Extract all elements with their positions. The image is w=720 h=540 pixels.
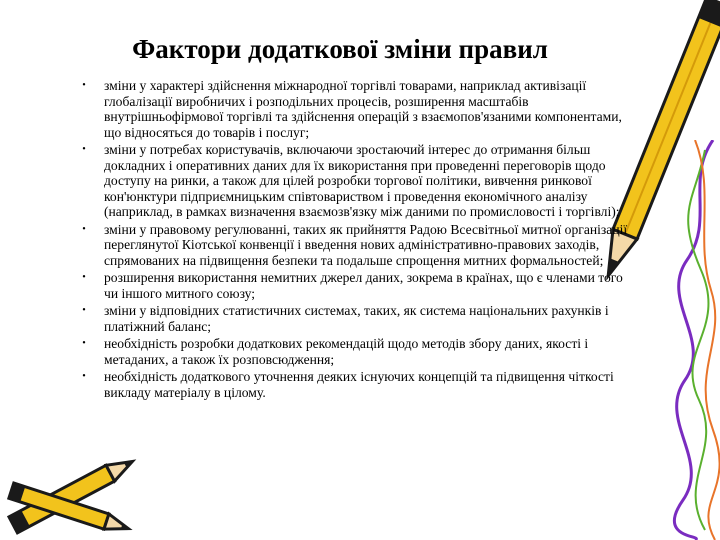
bullet-dot-icon: • xyxy=(82,272,86,283)
slide-title: Фактори додаткової зміни правил xyxy=(132,34,548,64)
bullet-dot-icon: • xyxy=(82,305,86,316)
list-item xyxy=(78,336,638,367)
bullet-dot-icon: • xyxy=(82,338,86,349)
factor-list xyxy=(78,78,638,402)
bullet-dot-icon: • xyxy=(82,223,86,235)
list-item xyxy=(78,270,638,301)
list-item-text: зміни у характері здійснення міжнародної торгівлі товарами, наприклад активізації глобалізації виробничих і розподільних процесів, розширення масштабів внутрішньофірмової торгівлі та здійснення операцій з взаємопов'язаними компонентами, що відносяться до товарів і послуг; xyxy=(104,78,622,140)
crossed-pencils-icon xyxy=(0,445,150,540)
list-item-text: необхідність розробки додаткових рекомендацій щодо методів збору даних, якості і метаданих, а також їх розповсюдження; xyxy=(104,336,589,367)
list-item xyxy=(78,142,638,220)
list-item xyxy=(78,369,638,400)
list-item-text: зміни у відповідних статистичних системах, таких, як система національних рахунків і платіжний баланс; xyxy=(104,303,609,334)
list-item-text: необхідність додаткового уточнення деяких існуючих концепцій та підвищення чіткості викладу матеріалу в цілому. xyxy=(104,369,614,400)
list-item xyxy=(78,303,638,334)
list-item xyxy=(78,78,638,140)
bullet-dot-icon: • xyxy=(82,371,86,382)
bullet-dot-icon: • xyxy=(82,80,86,91)
list-item-text: зміни у потребах користувачів, включаючи зростаючий інтерес до отримання більш докладних і оперативних даних для їх використання при проведенні переговорів щодо доступу на ринки, а також для цілей розробки торгової політики, вивчення ринкової кон'юнктури підприємницьким співтовариством і проведення економічного аналізу (наприклад, в рамках визначення взаємозв'язку між даними по промисловості і торгівлі); xyxy=(104,142,620,219)
list-item-text: зміни у правовому регулюванні, таких як прийняття Радою Всесвітньої митної організації переглянутої Кіотської конвенції і введення нових адміністративно-правових заходів, спрямованих на підвищення безпеки та подальше спрощення митних формальностей; xyxy=(104,221,628,268)
bullet-dot-icon: • xyxy=(82,144,86,155)
list-item xyxy=(78,222,638,269)
list-item-text: розширення використання немитних джерел даних, зокрема в країнах, що є членами того чи іншого митного союзу; xyxy=(104,270,623,301)
